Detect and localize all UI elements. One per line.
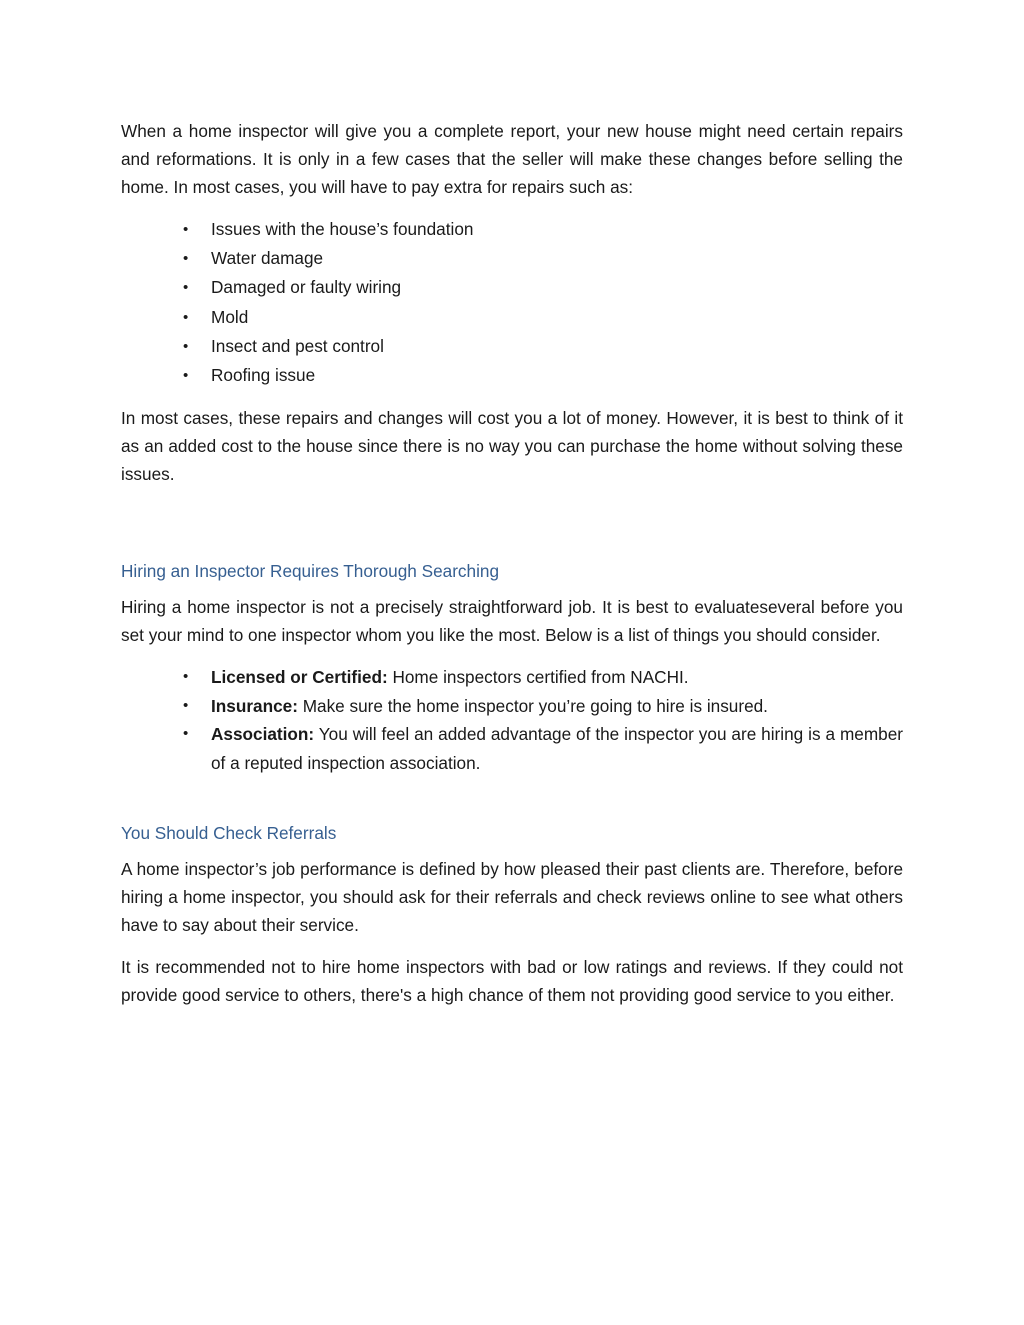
bullet-icon: • bbox=[183, 250, 189, 268]
list-item-text: Damaged or faulty wiring bbox=[211, 277, 402, 298]
document-page bbox=[121, 117, 903, 1023]
referrals-paragraph-1: A home inspector’s job performance is defined by how pleased their past clients are. Therefore, before hiring a home inspector, you should ask for their referrals and check reviews online to see what others have to say about their service. bbox=[121, 859, 903, 936]
list-item bbox=[121, 332, 903, 361]
section-heading-referrals: You Should Check Referrals bbox=[121, 823, 337, 844]
list-item-text: Mold bbox=[211, 306, 249, 327]
list-item bbox=[121, 692, 903, 721]
hiring-criteria-list bbox=[121, 663, 903, 777]
intro-paragraph: When a home inspector will give you a complete report, your new house might need certain repairs and reformations. It is only in a few cases that the seller will make these changes before selling the home. In most cases, you will have to pay extra for repairs such as: bbox=[121, 121, 903, 197]
list-item bbox=[121, 303, 903, 332]
bullet-icon: • bbox=[183, 337, 189, 355]
list-item-term: Licensed or Certified: bbox=[211, 667, 388, 688]
list-item-text: You will feel an added advantage of the inspector you are hiring is a member of a reputed inspection association. bbox=[211, 724, 903, 773]
section-spacer bbox=[121, 502, 903, 557]
referrals-paragraph-2: It is recommended not to hire home inspectors with bad or low ratings and reviews. If they could not provide good service to others, there's a high chance of them not providing good service to you either. bbox=[121, 957, 903, 1006]
list-item-text: Roofing issue bbox=[211, 365, 316, 386]
list-item-term: Insurance: bbox=[211, 695, 298, 716]
list-item bbox=[121, 663, 903, 692]
list-item-term: Association: bbox=[211, 724, 315, 745]
list-item bbox=[121, 244, 903, 273]
bullet-icon: • bbox=[183, 725, 189, 743]
bullet-icon: • bbox=[183, 279, 189, 297]
list-item-text: Make sure the home inspector you’re going to hire is insured. bbox=[297, 695, 768, 716]
bullet-icon: • bbox=[183, 696, 189, 714]
bullet-icon: • bbox=[183, 668, 189, 686]
list-item bbox=[121, 215, 903, 244]
section-spacer bbox=[121, 791, 903, 819]
repairs-list bbox=[121, 215, 903, 390]
bullet-icon: • bbox=[183, 367, 189, 385]
hiring-paragraph: Hiring a home inspector is not a precisely straightforward job. It is best to evaluateseveral before you set your mind to one inspector whom you like the most. Below is a list of things you should consider. bbox=[121, 597, 903, 646]
list-item bbox=[121, 273, 903, 302]
list-item bbox=[121, 361, 903, 390]
list-item-text: Home inspectors certified from NACHI. bbox=[387, 667, 689, 688]
repairs-closing-paragraph: In most cases, these repairs and changes will cost you a lot of money. However, it is best to think of it as an added cost to the house since there is no way you can purchase the home without solving these issues. bbox=[121, 408, 903, 485]
bullet-icon: • bbox=[183, 308, 189, 326]
list-item-text: Water damage bbox=[211, 248, 324, 269]
bullet-icon: • bbox=[183, 221, 189, 238]
list-item-text: Insect and pest control bbox=[211, 335, 384, 356]
list-item-text: Issues with the house’s foundation bbox=[211, 219, 474, 239]
section-heading-hiring: Hiring an Inspector Requires Thorough Searching bbox=[121, 561, 500, 582]
list-item bbox=[121, 720, 903, 777]
